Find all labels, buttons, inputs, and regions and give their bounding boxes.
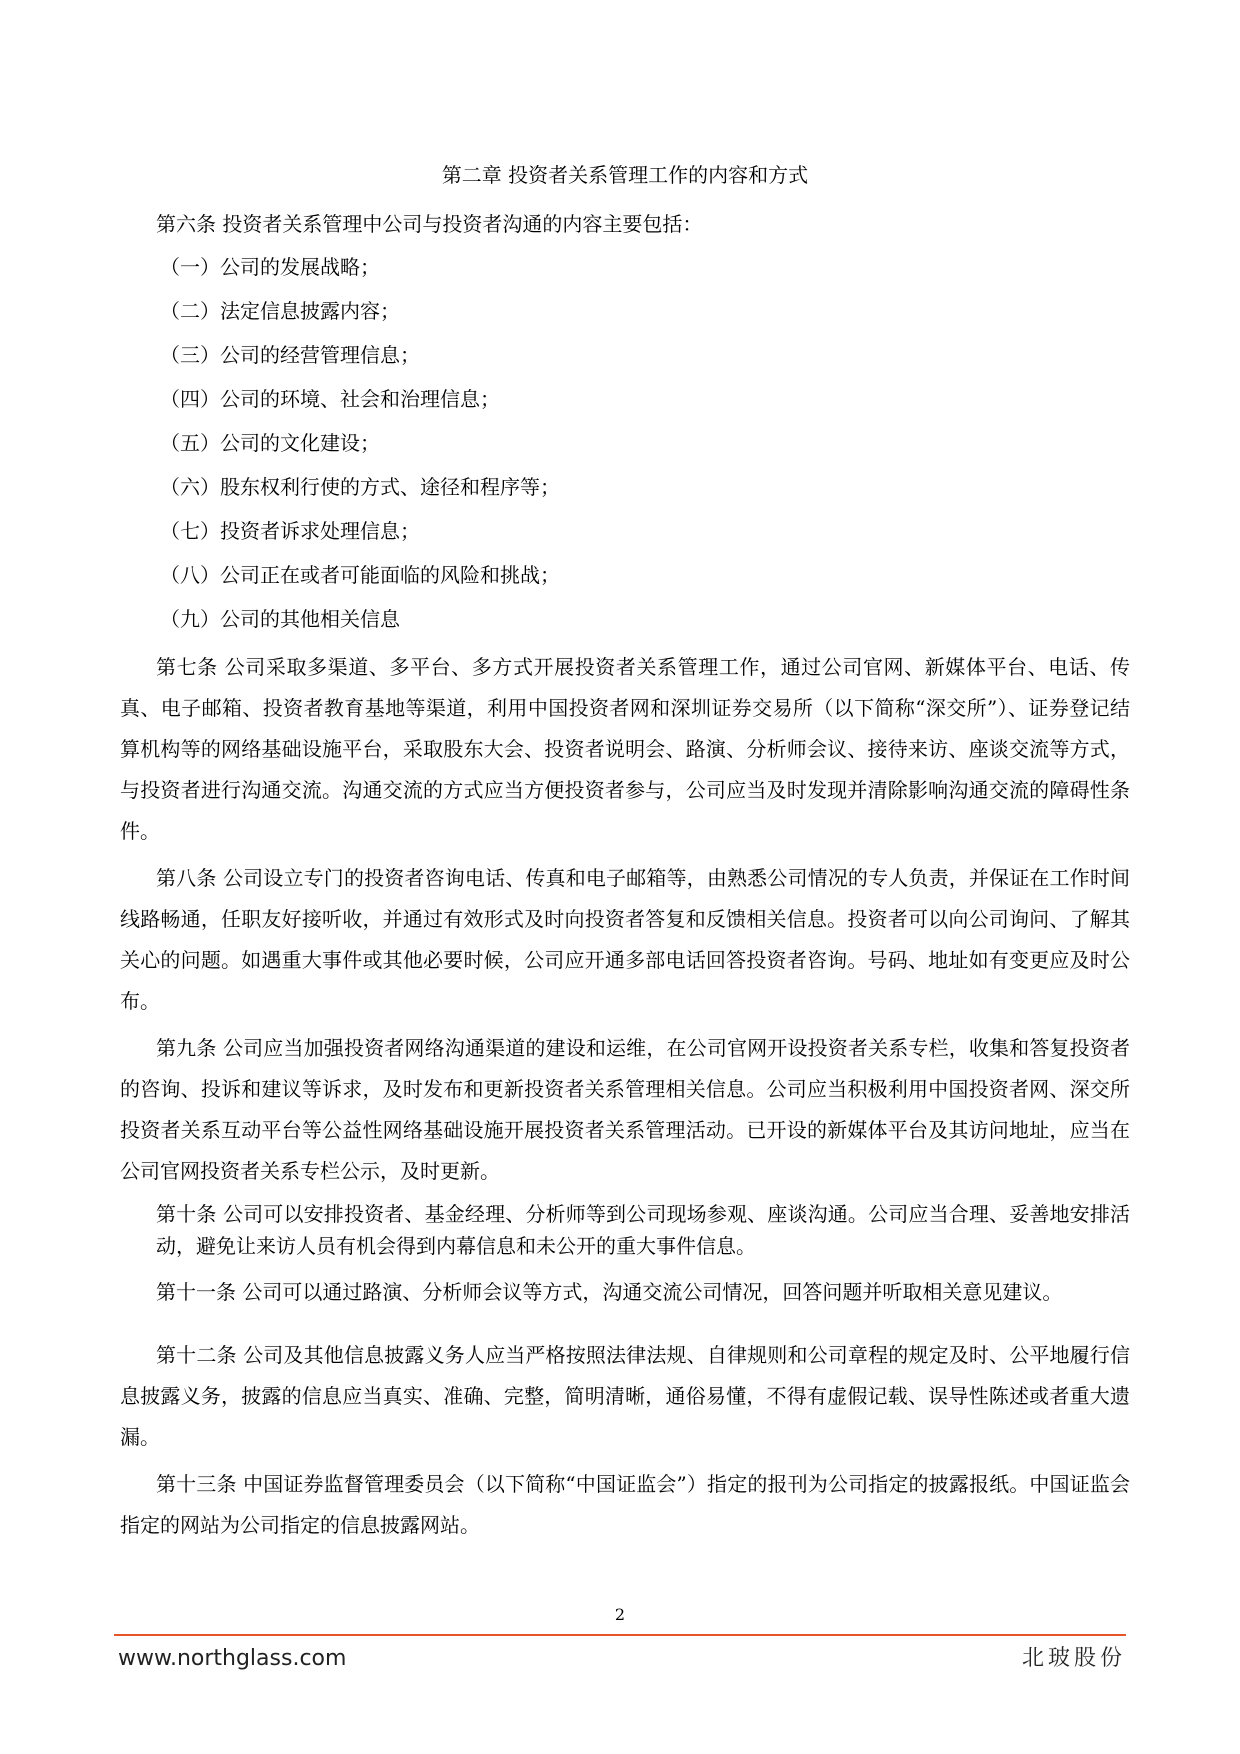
article-9: 第九条 公司应当加强投资者网络沟通渠道的建设和运维，在公司官网开设投资者关系专栏，收集和答复投资者的咨询、投诉和建议等诉求，及时发布和更新投资者关系管理相关信息。公司应当积极利用中国投资者网、深交所投资者关系互动平台等公益性网络基础设施开展投资者关系管理活动。已开设的新媒体平台及其访问地址，应当在公司官网投资者关系专栏公示，及时更新。: [120, 1036, 1130, 1183]
article-6-item-5: （五）公司的文化建设；: [160, 431, 380, 455]
article-7: 第七条 公司采取多渠道、多平台、多方式开展投资者关系管理工作，通过公司官网、新媒体平台、电话、传真、电子邮箱、投资者教育基地等渠道，利用中国投资者网和深圳证券交易所（以下简称“深交所”）、证券登记结算机构等的网络基础设施平台，采取股东大会、投资者说明会、路演、分析师会议、接待来访、座谈交流等方式，与投资者进行沟通交流。沟通交流的方式应当方便投资者参与，公司应当及时发现并清除影响沟通交流的障碍性条件。: [120, 655, 1130, 843]
footer-website: www.northglass.com: [118, 1646, 347, 1671]
article-6-item-6: （六）股东权利行使的方式、途径和程序等；: [160, 475, 560, 499]
article-6-item-4: （四）公司的环境、社会和治理信息；: [160, 387, 500, 411]
footer-brand: 北玻股份: [1021, 1646, 1126, 1671]
article-10: 第十条 公司可以安排投资者、基金经理、分析师等到公司现场参观、座谈沟通。公司应当合理、妥善地安排活动，避免让来访人员有机会得到内幕信息和未公开的重大事件信息。: [156, 1202, 1130, 1258]
article-6-item-8: （八）公司正在或者可能面临的风险和挑战；: [160, 563, 560, 587]
page-content: [120, 160, 1130, 1546]
article-6-item-9: （九）公司的其他相关信息: [160, 607, 400, 631]
article-6-item-2: （二）法定信息披露内容；: [160, 299, 400, 323]
page-number: 2: [614, 1605, 626, 1624]
article-6-item-3: （三）公司的经营管理信息；: [160, 343, 420, 367]
article-6-intro: 第六条 投资者关系管理中公司与投资者沟通的内容主要包括：: [156, 212, 703, 236]
article-11: 第十一条 公司可以通过路演、分析师会议等方式，沟通交流公司情况，回答问题并听取相关意见建议。: [156, 1280, 1063, 1304]
article-6-item-7: （七）投资者诉求处理信息；: [160, 519, 420, 543]
article-8: 第八条 公司设立专门的投资者咨询电话、传真和电子邮箱等，由熟悉公司情况的专人负责，并保证在工作时间线路畅通，任职友好接听收，并通过有效形式及时向投资者答复和反馈相关信息。投资者可以向公司询问、了解其关心的问题。如遇重大事件或其他必要时候，公司应开通多部电话回答投资者咨询。号码、地址如有变更应及时公布。: [120, 866, 1130, 1013]
article-12: 第十二条 公司及其他信息披露义务人应当严格按照法律法规、自律规则和公司章程的规定及时、公平地履行信息披露义务，披露的信息应当真实、准确、完整，简明清晰，通俗易懂，不得有虚假记载、误导性陈述或者重大遗漏。: [120, 1343, 1130, 1449]
article-6-item-1: （一）公司的发展战略；: [160, 255, 380, 279]
chapter-title: 第二章 投资者关系管理工作的内容和方式: [441, 163, 809, 187]
article-13: 第十三条 中国证券监督管理委员会（以下简称“中国证监会”）指定的报刊为公司指定的披露报纸。中国证监会指定的网站为公司指定的信息披露网站。: [120, 1472, 1130, 1537]
footer-divider: [114, 1634, 1126, 1636]
